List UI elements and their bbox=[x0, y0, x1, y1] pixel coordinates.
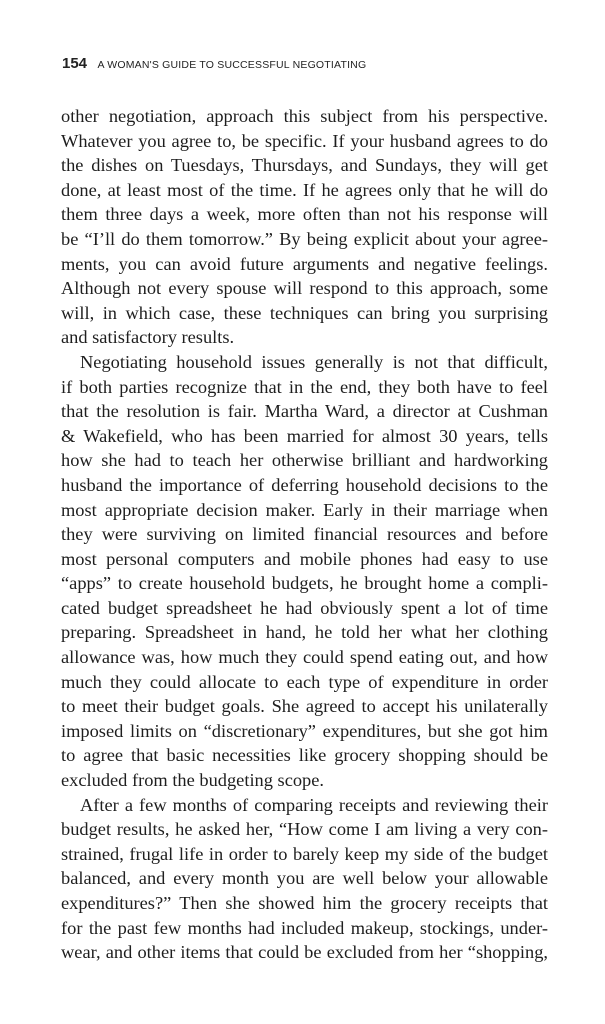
text-line: “apps” to create household budgets, he brought home a compli- bbox=[61, 573, 548, 594]
text-line: to meet their budget goals. She agreed to accept his unilaterally bbox=[61, 696, 548, 717]
text-line: ments, you can avoid future arguments and negative feelings. bbox=[61, 253, 548, 274]
text-line: preparing. Spreadsheet in hand, he told her what her clothing bbox=[61, 622, 548, 643]
text-line: Whatever you agree to, be specific. If your husband agrees to do bbox=[61, 130, 548, 151]
text-line: husband the importance of deferring household decisions to the bbox=[61, 474, 548, 495]
text-line: most personal computers and mobile phones had easy to use bbox=[61, 548, 548, 569]
text-line: budget results, he asked her, “How come I am living a very con- bbox=[61, 819, 548, 840]
text-line: most appropriate decision maker. Early in their marriage when bbox=[61, 499, 548, 520]
text-line: & Wakefield, who has been married for almost 30 years, tells bbox=[61, 425, 548, 446]
paragraph bbox=[61, 793, 548, 965]
paragraph bbox=[61, 104, 548, 350]
text-line: done, at least most of the time. If he agrees only that he will do bbox=[61, 179, 548, 200]
text-line: Negotiating household issues generally is not that difficult, bbox=[80, 351, 548, 372]
text-line: how she had to teach her otherwise brilliant and hardworking bbox=[61, 450, 548, 471]
text-line: wear, and other items that could be excluded from her “shopping, bbox=[61, 942, 548, 963]
text-line: other negotiation, approach this subject from his perspective. bbox=[61, 106, 548, 126]
text-line: imposed limits on “discretionary” expenditures, but she got him bbox=[61, 720, 548, 741]
text-line: for the past few months had included makeup, stockings, under- bbox=[61, 917, 548, 938]
text-line: strained, frugal life in order to barely keep my side of the budget bbox=[61, 843, 548, 864]
text-line: to agree that basic necessities like grocery shopping should be bbox=[61, 745, 548, 766]
text-line: excluded from the budgeting scope. bbox=[61, 770, 325, 791]
text-line: After a few months of comparing receipts and reviewing their bbox=[80, 794, 548, 815]
book-title: A WOMAN'S GUIDE TO SUCCESSFUL NEGOTIATING bbox=[97, 59, 367, 71]
text-line: much they could allocate to each type of expenditure in order bbox=[61, 671, 548, 692]
text-line: allowance was, how much they could spend eating out, and how bbox=[61, 647, 548, 668]
body-text bbox=[61, 104, 548, 965]
text-line: cated budget spreadsheet he had obviously spent a lot of time bbox=[61, 597, 548, 618]
text-line: them three days a week, more often than not his response will bbox=[61, 204, 548, 225]
text-line: that the resolution is fair. Martha Ward, a director at Cushman bbox=[61, 401, 548, 422]
text-line: and satisfactory results. bbox=[61, 327, 235, 348]
text-line: Although not every spouse will respond to this approach, some bbox=[61, 278, 548, 299]
text-line: expenditures?” Then she showed him the grocery receipts that bbox=[61, 893, 548, 913]
text-line: they were surviving on limited financial resources and before bbox=[61, 524, 548, 545]
running-head bbox=[62, 55, 366, 73]
text-line: be “I’ll do them tomorrow.” By being explicit about your agree- bbox=[61, 228, 548, 249]
paragraph bbox=[61, 350, 548, 793]
text-line: the dishes on Tuesdays, Thursdays, and Sundays, they will get bbox=[61, 155, 548, 176]
text-line: will, in which case, these techniques can bring you surprising bbox=[61, 302, 548, 323]
text-line: balanced, and every month you are well below your allowable bbox=[61, 868, 548, 889]
text-line: if both parties recognize that in the end, they both have to feel bbox=[61, 376, 548, 397]
page-number: 154 bbox=[62, 55, 88, 72]
